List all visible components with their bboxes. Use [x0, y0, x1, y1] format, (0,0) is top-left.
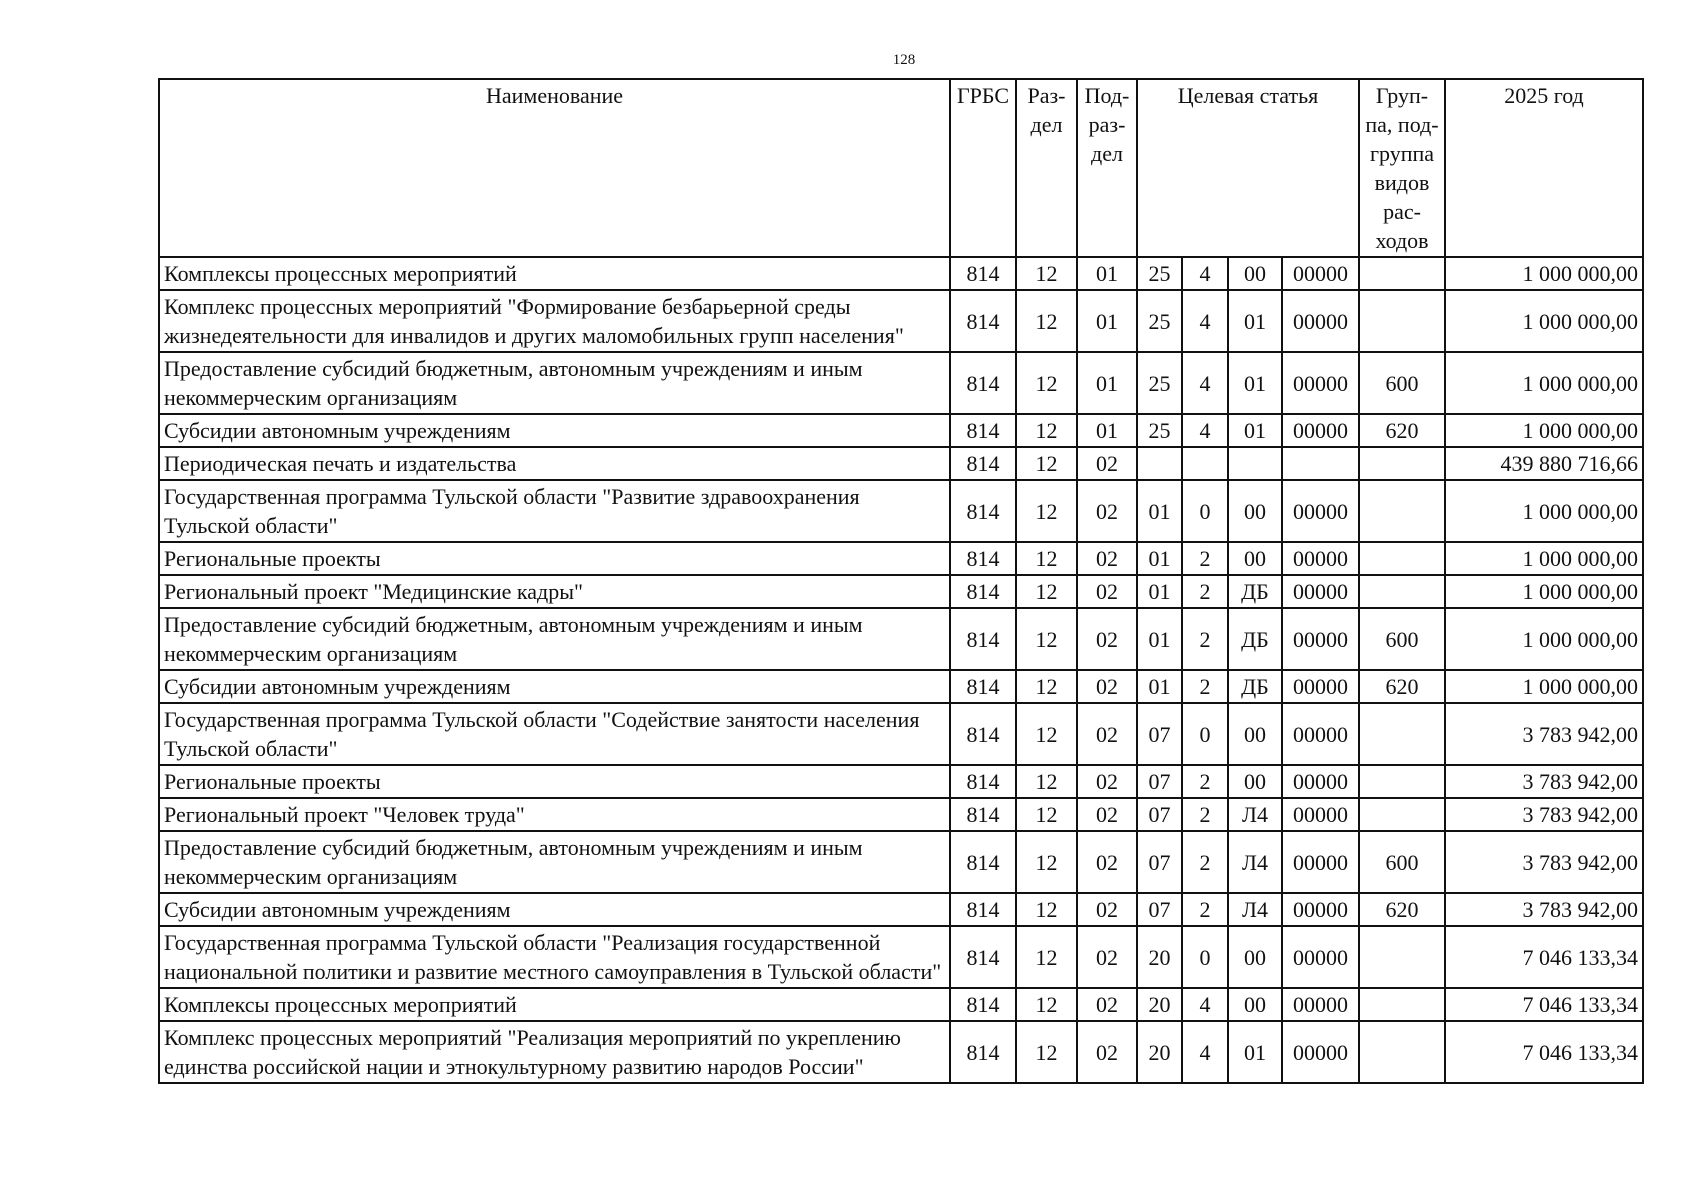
- cell-target-structure: [1228, 447, 1282, 480]
- table-row: [159, 765, 1643, 798]
- cell-expense-group: [1359, 988, 1445, 1021]
- cell-target-type: 2: [1182, 575, 1228, 608]
- cell-name: Комплексы процессных мероприятий: [159, 257, 950, 290]
- cell-expense-group: [1359, 447, 1445, 480]
- header-podrazdel: Под- раз- дел: [1077, 79, 1137, 257]
- cell-podrazdel: 02: [1077, 480, 1137, 542]
- cell-grbs: 814: [950, 447, 1016, 480]
- cell-target-structure: ДБ: [1228, 608, 1282, 670]
- cell-target-program: 01: [1137, 575, 1182, 608]
- cell-target-direction: 00000: [1282, 893, 1359, 926]
- cell-target-program: 07: [1137, 703, 1182, 765]
- cell-podrazdel: 02: [1077, 670, 1137, 703]
- cell-grbs: 814: [950, 1021, 1016, 1083]
- cell-amount: 3 783 942,00: [1445, 893, 1643, 926]
- cell-target-program: 20: [1137, 926, 1182, 988]
- cell-razdel: 12: [1016, 798, 1077, 831]
- cell-target-program: 25: [1137, 414, 1182, 447]
- cell-target-type: 4: [1182, 988, 1228, 1021]
- cell-target-type: 0: [1182, 480, 1228, 542]
- cell-razdel: 12: [1016, 926, 1077, 988]
- cell-razdel: 12: [1016, 290, 1077, 352]
- cell-expense-group: 620: [1359, 670, 1445, 703]
- table-row: [159, 988, 1643, 1021]
- cell-target-structure: Л4: [1228, 798, 1282, 831]
- cell-amount: 7 046 133,34: [1445, 926, 1643, 988]
- cell-name: Субсидии автономным учреждениям: [159, 893, 950, 926]
- cell-expense-group: [1359, 926, 1445, 988]
- table-row: [159, 926, 1643, 988]
- cell-expense-group: [1359, 257, 1445, 290]
- cell-razdel: 12: [1016, 542, 1077, 575]
- table-row: [159, 798, 1643, 831]
- table-row: [159, 575, 1643, 608]
- cell-expense-group: 600: [1359, 608, 1445, 670]
- cell-target-program: [1137, 447, 1182, 480]
- cell-target-structure: 00: [1228, 765, 1282, 798]
- cell-podrazdel: 01: [1077, 414, 1137, 447]
- cell-target-program: 20: [1137, 988, 1182, 1021]
- cell-target-program: 25: [1137, 352, 1182, 414]
- cell-target-type: 2: [1182, 542, 1228, 575]
- table-row: [159, 352, 1643, 414]
- cell-target-type: 4: [1182, 257, 1228, 290]
- cell-podrazdel: 02: [1077, 703, 1137, 765]
- cell-razdel: 12: [1016, 608, 1077, 670]
- cell-podrazdel: 02: [1077, 831, 1137, 893]
- cell-target-direction: 00000: [1282, 608, 1359, 670]
- cell-razdel: 12: [1016, 480, 1077, 542]
- cell-target-direction: 00000: [1282, 575, 1359, 608]
- header-grbs: ГРБС: [950, 79, 1016, 257]
- cell-name: Периодическая печать и издательства: [159, 447, 950, 480]
- cell-amount: 1 000 000,00: [1445, 608, 1643, 670]
- cell-expense-group: [1359, 703, 1445, 765]
- cell-target-type: 0: [1182, 926, 1228, 988]
- cell-target-direction: 00000: [1282, 480, 1359, 542]
- cell-expense-group: [1359, 542, 1445, 575]
- cell-target-program: 01: [1137, 542, 1182, 575]
- cell-target-direction: 00000: [1282, 414, 1359, 447]
- cell-target-type: 2: [1182, 670, 1228, 703]
- cell-target-direction: 00000: [1282, 352, 1359, 414]
- cell-target-program: 20: [1137, 1021, 1182, 1083]
- table-row: [159, 257, 1643, 290]
- cell-amount: 3 783 942,00: [1445, 831, 1643, 893]
- cell-name: Предоставление субсидий бюджетным, автономным учреждениям и иным некоммерческим организациям: [159, 608, 950, 670]
- cell-target-program: 01: [1137, 608, 1182, 670]
- cell-target-direction: 00000: [1282, 1021, 1359, 1083]
- cell-target-structure: ДБ: [1228, 575, 1282, 608]
- cell-razdel: 12: [1016, 703, 1077, 765]
- table-row: [159, 290, 1643, 352]
- cell-grbs: 814: [950, 257, 1016, 290]
- cell-podrazdel: 02: [1077, 926, 1137, 988]
- cell-amount: 1 000 000,00: [1445, 290, 1643, 352]
- cell-podrazdel: 02: [1077, 542, 1137, 575]
- cell-podrazdel: 02: [1077, 447, 1137, 480]
- cell-name: Региональные проекты: [159, 765, 950, 798]
- cell-name: Региональные проекты: [159, 542, 950, 575]
- cell-expense-group: [1359, 1021, 1445, 1083]
- cell-target-structure: 00: [1228, 542, 1282, 575]
- cell-target-program: 25: [1137, 257, 1182, 290]
- cell-amount: 3 783 942,00: [1445, 765, 1643, 798]
- cell-expense-group: 600: [1359, 352, 1445, 414]
- cell-target-structure: 00: [1228, 480, 1282, 542]
- cell-target-program: 01: [1137, 670, 1182, 703]
- cell-razdel: 12: [1016, 831, 1077, 893]
- page-number: 128: [892, 52, 916, 68]
- cell-grbs: 814: [950, 480, 1016, 542]
- cell-razdel: 12: [1016, 414, 1077, 447]
- cell-grbs: 814: [950, 988, 1016, 1021]
- cell-target-direction: 00000: [1282, 798, 1359, 831]
- cell-grbs: 814: [950, 831, 1016, 893]
- cell-target-structure: 01: [1228, 414, 1282, 447]
- cell-grbs: 814: [950, 290, 1016, 352]
- cell-grbs: 814: [950, 765, 1016, 798]
- cell-podrazdel: 01: [1077, 352, 1137, 414]
- cell-podrazdel: 02: [1077, 893, 1137, 926]
- cell-target-program: 25: [1137, 290, 1182, 352]
- cell-target-structure: 01: [1228, 290, 1282, 352]
- cell-target-structure: ДБ: [1228, 670, 1282, 703]
- cell-target-type: 2: [1182, 798, 1228, 831]
- cell-podrazdel: 02: [1077, 608, 1137, 670]
- cell-amount: 1 000 000,00: [1445, 575, 1643, 608]
- cell-podrazdel: 01: [1077, 257, 1137, 290]
- table-row: [159, 447, 1643, 480]
- table-row: [159, 831, 1643, 893]
- cell-target-direction: 00000: [1282, 831, 1359, 893]
- cell-target-structure: 01: [1228, 1021, 1282, 1083]
- cell-target-direction: 00000: [1282, 703, 1359, 765]
- cell-target-direction: [1282, 447, 1359, 480]
- cell-podrazdel: 02: [1077, 765, 1137, 798]
- cell-amount: 3 783 942,00: [1445, 703, 1643, 765]
- cell-target-direction: 00000: [1282, 542, 1359, 575]
- table-row: [159, 608, 1643, 670]
- cell-grbs: 814: [950, 608, 1016, 670]
- cell-amount: 439 880 716,66: [1445, 447, 1643, 480]
- cell-podrazdel: 01: [1077, 290, 1137, 352]
- cell-razdel: 12: [1016, 1021, 1077, 1083]
- cell-expense-group: [1359, 575, 1445, 608]
- cell-target-type: 4: [1182, 352, 1228, 414]
- cell-name: Комплекс процессных мероприятий "Формирование безбарьерной среды жизнедеятельности для инвалидов и других маломобильных групп населения": [159, 290, 950, 352]
- cell-amount: 1 000 000,00: [1445, 352, 1643, 414]
- cell-target-type: 4: [1182, 414, 1228, 447]
- budget-table: [158, 78, 1644, 1084]
- table-body: [159, 257, 1643, 1083]
- cell-target-program: 07: [1137, 798, 1182, 831]
- cell-target-structure: Л4: [1228, 831, 1282, 893]
- cell-name: Государственная программа Тульской области "Содействие занятости населения Тульской области": [159, 703, 950, 765]
- cell-target-structure: 00: [1228, 257, 1282, 290]
- header-razdel: Раз- дел: [1016, 79, 1077, 257]
- cell-grbs: 814: [950, 414, 1016, 447]
- cell-grbs: 814: [950, 703, 1016, 765]
- cell-razdel: 12: [1016, 670, 1077, 703]
- cell-podrazdel: 02: [1077, 1021, 1137, 1083]
- cell-target-structure: 00: [1228, 703, 1282, 765]
- cell-target-type: 2: [1182, 608, 1228, 670]
- cell-name: Комплекс процессных мероприятий "Реализация мероприятий по укреплению единства российской нации и этнокультурному развитию народов России": [159, 1021, 950, 1083]
- cell-expense-group: 620: [1359, 414, 1445, 447]
- cell-target-direction: 00000: [1282, 290, 1359, 352]
- cell-target-type: 0: [1182, 703, 1228, 765]
- cell-razdel: 12: [1016, 765, 1077, 798]
- cell-razdel: 12: [1016, 352, 1077, 414]
- table-row: [159, 703, 1643, 765]
- cell-grbs: 814: [950, 893, 1016, 926]
- cell-target-structure: 01: [1228, 352, 1282, 414]
- cell-target-program: 01: [1137, 480, 1182, 542]
- cell-name: Региональный проект "Человек труда": [159, 798, 950, 831]
- cell-target-program: 07: [1137, 765, 1182, 798]
- cell-amount: 1 000 000,00: [1445, 414, 1643, 447]
- cell-razdel: 12: [1016, 988, 1077, 1021]
- header-name: Наименование: [159, 79, 950, 257]
- cell-expense-group: 620: [1359, 893, 1445, 926]
- cell-target-direction: 00000: [1282, 670, 1359, 703]
- cell-name: Субсидии автономным учреждениям: [159, 670, 950, 703]
- cell-target-direction: 00000: [1282, 257, 1359, 290]
- table-row: [159, 480, 1643, 542]
- table-row: [159, 893, 1643, 926]
- cell-grbs: 814: [950, 670, 1016, 703]
- cell-name: Региональный проект "Медицинские кадры": [159, 575, 950, 608]
- cell-name: Государственная программа Тульской области "Развитие здравоохранения Тульской области": [159, 480, 950, 542]
- cell-name: Предоставление субсидий бюджетным, автономным учреждениям и иным некоммерческим организациям: [159, 352, 950, 414]
- cell-target-type: 2: [1182, 831, 1228, 893]
- cell-razdel: 12: [1016, 575, 1077, 608]
- cell-podrazdel: 02: [1077, 798, 1137, 831]
- cell-name: Субсидии автономным учреждениям: [159, 414, 950, 447]
- cell-grbs: 814: [950, 926, 1016, 988]
- cell-target-structure: 00: [1228, 988, 1282, 1021]
- cell-target-type: 4: [1182, 290, 1228, 352]
- cell-target-type: 2: [1182, 893, 1228, 926]
- cell-amount: 7 046 133,34: [1445, 988, 1643, 1021]
- cell-target-direction: 00000: [1282, 765, 1359, 798]
- cell-grbs: 814: [950, 352, 1016, 414]
- cell-amount: 3 783 942,00: [1445, 798, 1643, 831]
- table-row: [159, 542, 1643, 575]
- cell-expense-group: [1359, 765, 1445, 798]
- cell-name: Предоставление субсидий бюджетным, автономным учреждениям и иным некоммерческим организациям: [159, 831, 950, 893]
- cell-razdel: 12: [1016, 893, 1077, 926]
- cell-target-program: 07: [1137, 831, 1182, 893]
- cell-razdel: 12: [1016, 447, 1077, 480]
- cell-target-direction: 00000: [1282, 988, 1359, 1021]
- cell-target-type: 4: [1182, 1021, 1228, 1083]
- cell-razdel: 12: [1016, 257, 1077, 290]
- header-expense-group: Груп- па, под- группа видов рас- ходов: [1359, 79, 1445, 257]
- cell-amount: 1 000 000,00: [1445, 542, 1643, 575]
- cell-target-direction: 00000: [1282, 926, 1359, 988]
- cell-amount: 1 000 000,00: [1445, 257, 1643, 290]
- cell-amount: 1 000 000,00: [1445, 480, 1643, 542]
- cell-expense-group: [1359, 798, 1445, 831]
- cell-grbs: 814: [950, 542, 1016, 575]
- cell-podrazdel: 02: [1077, 988, 1137, 1021]
- cell-expense-group: 600: [1359, 831, 1445, 893]
- cell-expense-group: [1359, 290, 1445, 352]
- cell-amount: 1 000 000,00: [1445, 670, 1643, 703]
- cell-target-program: 07: [1137, 893, 1182, 926]
- table-row: [159, 670, 1643, 703]
- cell-amount: 7 046 133,34: [1445, 1021, 1643, 1083]
- cell-grbs: 814: [950, 575, 1016, 608]
- cell-target-type: 2: [1182, 765, 1228, 798]
- header-target-article: Целевая статья: [1137, 79, 1359, 257]
- table-row: [159, 1021, 1643, 1083]
- cell-name: Государственная программа Тульской области "Реализация государственной национальной политики и развитие местного самоуправления в Тульской области": [159, 926, 950, 988]
- cell-target-structure: Л4: [1228, 893, 1282, 926]
- cell-podrazdel: 02: [1077, 575, 1137, 608]
- cell-target-type: [1182, 447, 1228, 480]
- cell-target-structure: 00: [1228, 926, 1282, 988]
- cell-grbs: 814: [950, 798, 1016, 831]
- header-year-2025: 2025 год: [1445, 79, 1643, 257]
- table-row: [159, 414, 1643, 447]
- table-header: [159, 79, 1643, 257]
- cell-name: Комплексы процессных мероприятий: [159, 988, 950, 1021]
- cell-expense-group: [1359, 480, 1445, 542]
